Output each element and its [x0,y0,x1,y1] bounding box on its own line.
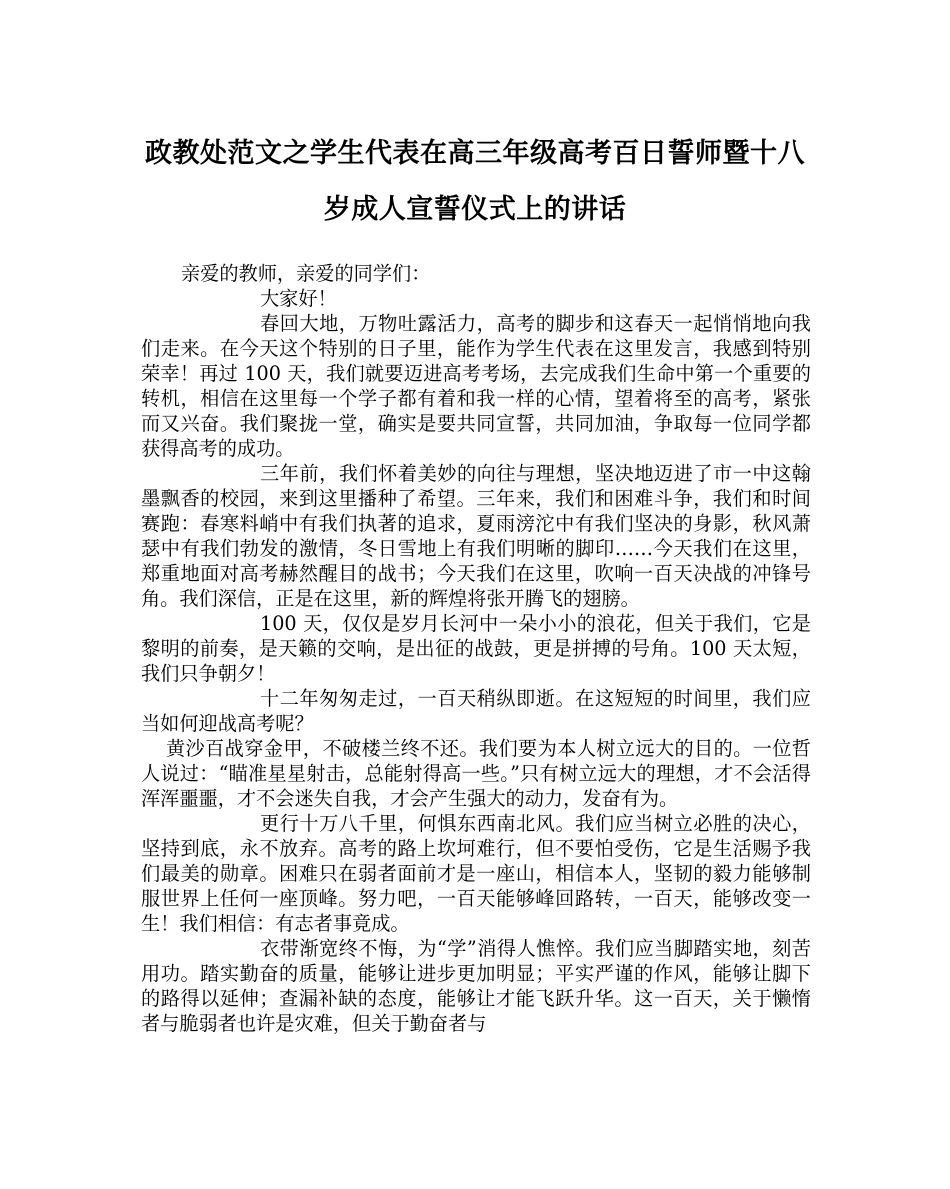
document-title [120,126,830,238]
body-paragraph: 春回大地，万物吐露活力，高考的脚步和这春天一起悄悄地向我们走来。在今天这个特别的日子里，能作为学生代表在这里发言，我感到特别荣幸！再过 100 天，我们就要迈进高考考场，去完成我们生命中第一个重要的转机，相信在这里每一个学子都有着和我一样的心情，望着将至的高考，紧张而又兴奋。我们聚拢一堂，确实是要共同宣誓，共同加油，争取每一位同学都获得高考的成功。 [141,312,811,460]
body-paragraph: 三年前，我们怀着美妙的向往与理想，坚决地迈进了市一中这翰墨飘香的校园，来到这里播种了希望。三年来，我们和困难斗争，我们和时间赛跑：春寒料峭中有我们执著的追求，夏雨滂沱中有我们坚决的身影，秋风萧瑟中有我们勃发的激情，冬日雪地上有我们明晰的脚印……今天我们在这里，郑重地面对高考赫然醒目的战书；今天我们在这里，吹响一百天决战的冲锋号角。我们深信，正是在这里，新的辉煌将张开腾飞的翅膀。 [141,462,811,610]
body-paragraph: 黄沙百战穿金甲，不破楼兰终不还。我们要为本人树立远大的目的。一位哲人说过：“瞄准星星射击，总能射得高一些。”只有树立远大的理想，才不会活得浑浑噩噩，才不会迷失自我，才会产生强大的动力，发奋有为。 [141,737,811,810]
document-body [141,261,811,1036]
title-line-1: 政教处范文之学生代表在高三年级高考百日誓师暨十八 [145,138,805,169]
body-paragraph: 衣带渐宽终不悔，为“学”消得人憔悴。我们应当脚踏实地，刻苦用功。踏实勤奋的质量，能够让进步更加明显；平实严谨的作风，能够让脚下的路得以延伸；查漏补缺的态度，能够让才能飞跃升华。这一百天，关于懒惰者与脆弱者也许是灾难，但关于勤奋者与 [141,937,811,1035]
body-paragraph: 十二年匆匆走过，一百天稍纵即逝。在这短短的时间里，我们应当如何迎战高考呢？ [141,687,811,735]
body-paragraph: 100 天，仅仅是岁月长河中一朵小小的浪花，但关于我们，它是黎明的前奏，是天籁的交响，是出征的战鼓，更是拼搏的号角。100 天太短，我们只争朝夕！ [141,612,811,685]
salutation-paragraph: 亲爱的教师，亲爱的同学们： [181,262,431,285]
greeting-paragraph: 大家好！ [260,287,337,310]
body-paragraph: 更行十万八千里，何惧东西南北风。我们应当树立必胜的决心，坚持到底，永不放弃。高考的路上坎坷难行，但不要怕受伤，它是生活赐予我们最美的勋章。困难只在弱者面前才是一座山，相信本人，坚韧的毅力能够制服世界上任何一座顶峰。努力吧，一百天能够峰回路转，一百天，能够改变一生！我们相信：有志者事竟成。 [141,812,811,935]
title-line-2: 岁成人宣誓仪式上的讲话 [323,194,627,225]
